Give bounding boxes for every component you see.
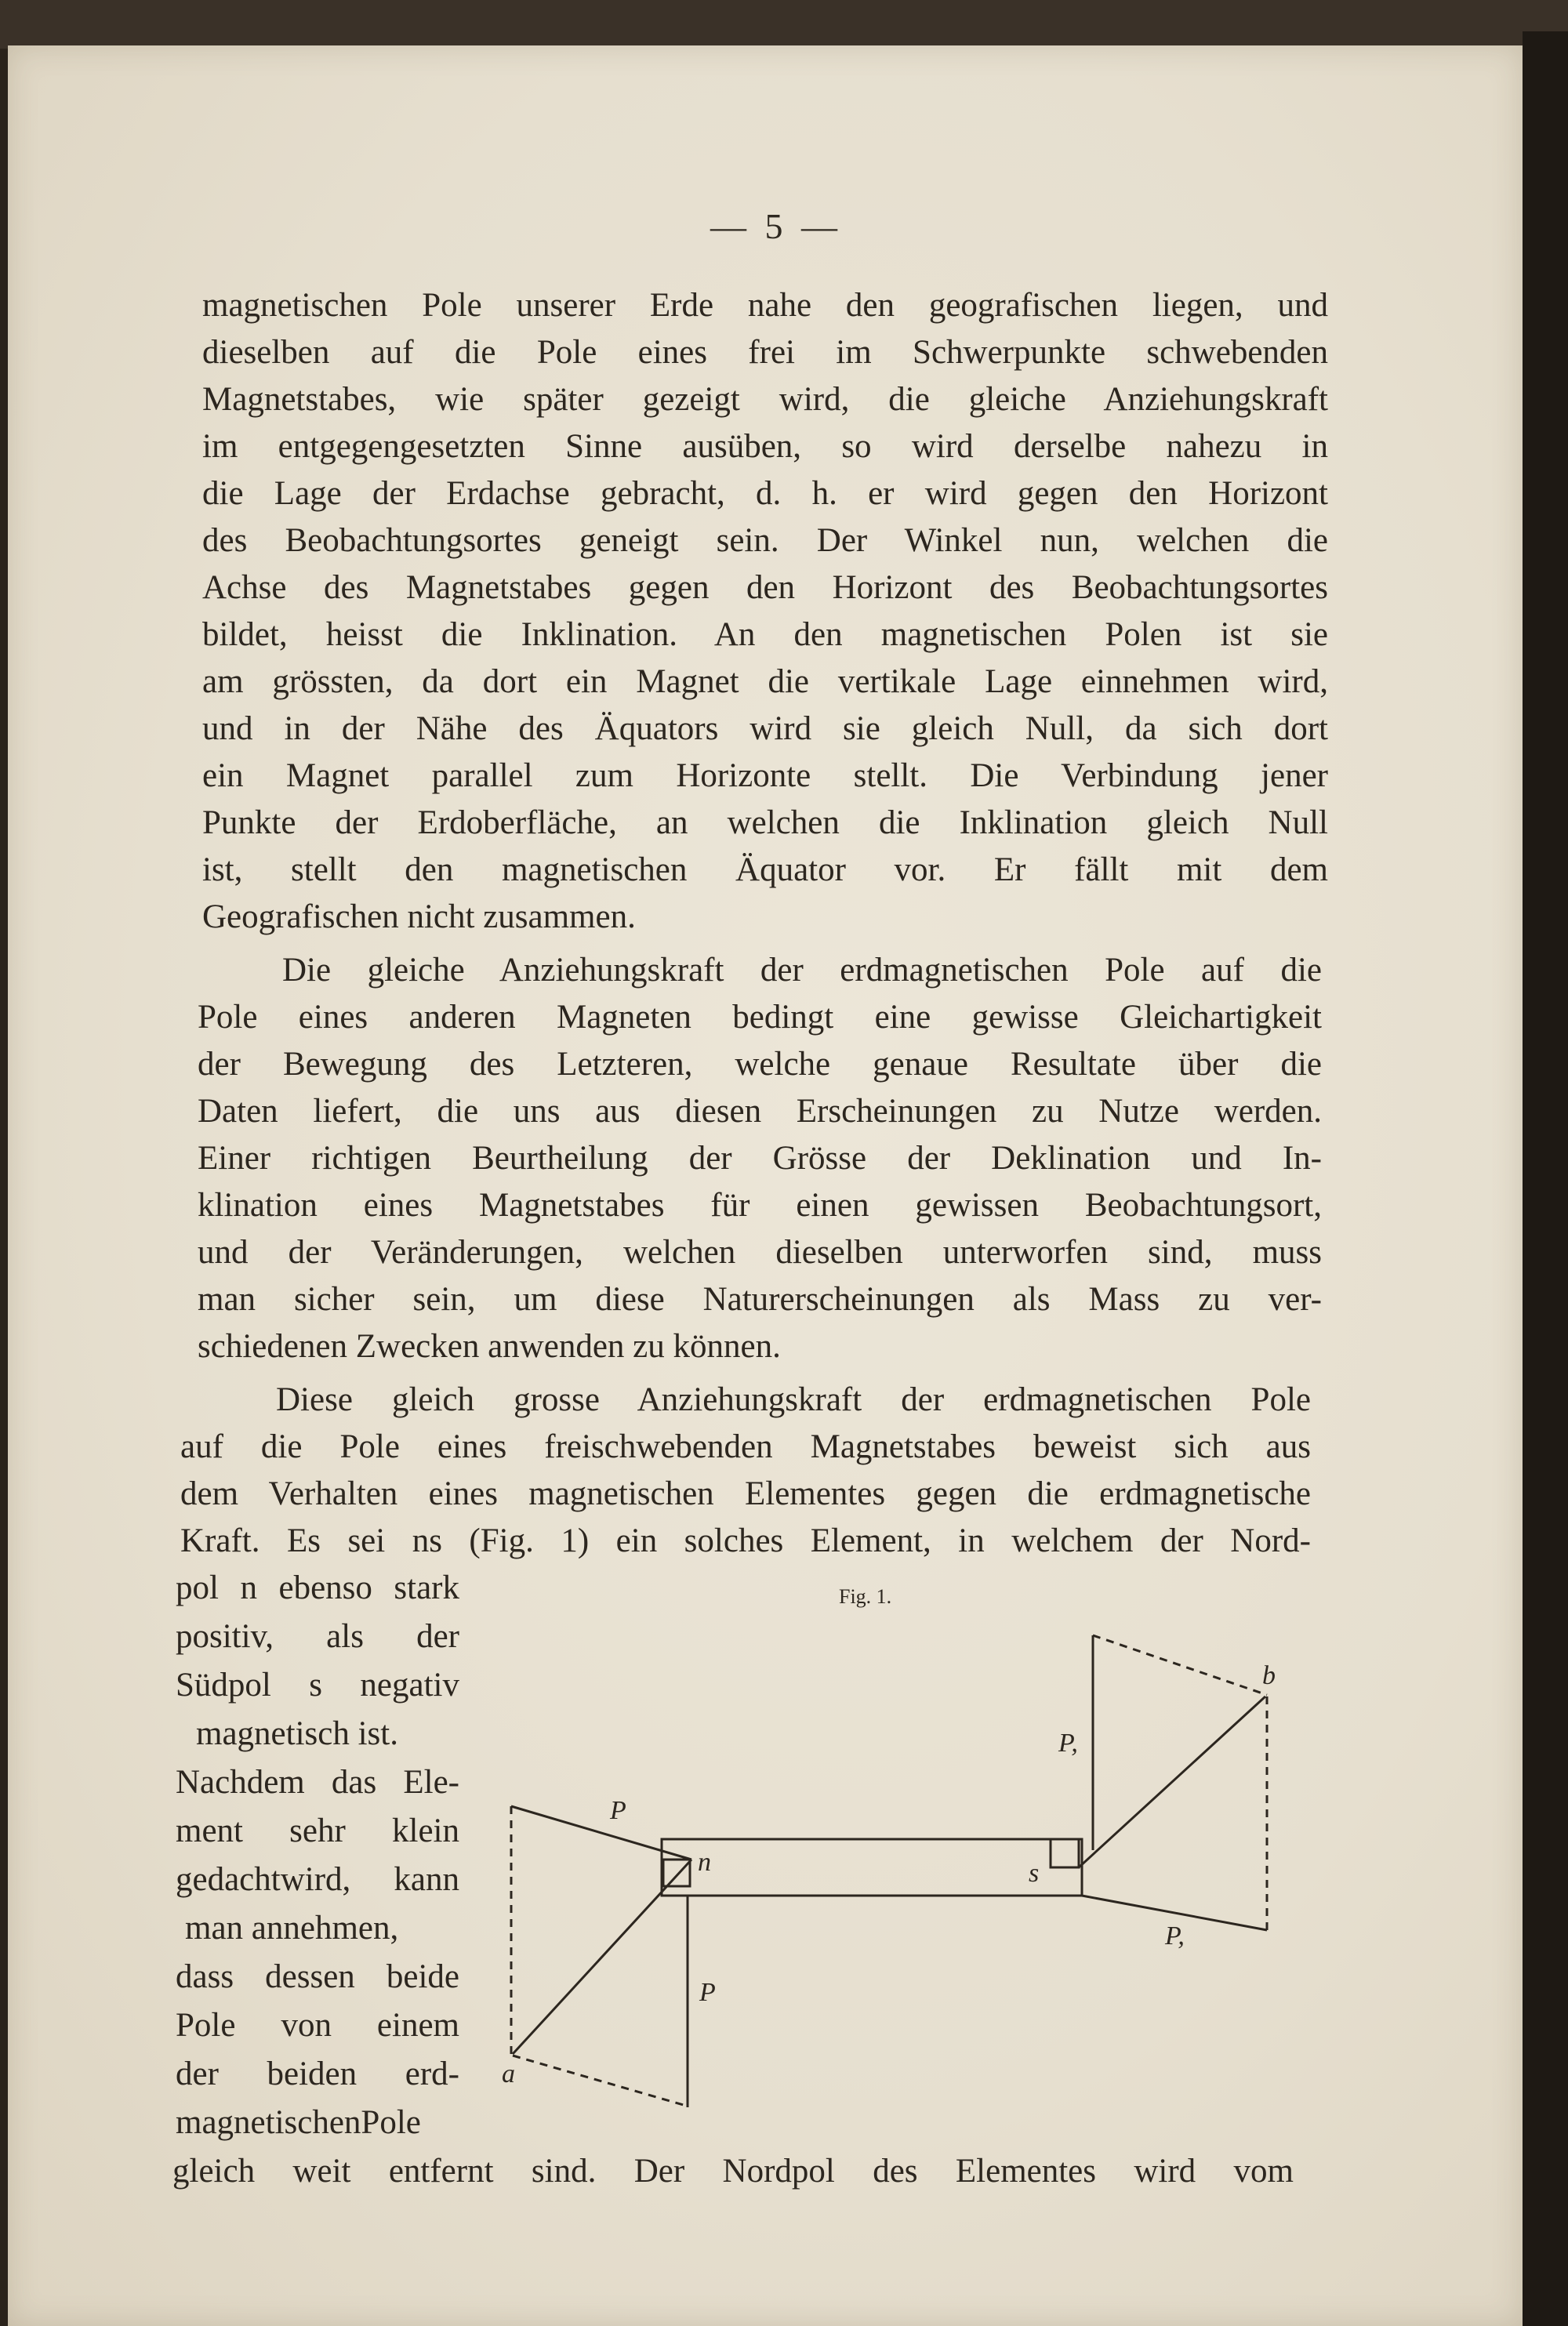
text-line: positiv, als der [176,1618,459,1655]
label-a: a [502,2059,515,2088]
label-p-lower: P [699,1978,716,2007]
text-line: klination eines Magnetstabes für einen gewissen Beobachtungsort, [198,1187,1322,1224]
book-right-edge [1523,31,1568,2326]
text-line: magnetisch ist. [196,1715,398,1752]
text-line: Nachdem das Ele- [176,1764,459,1801]
label-p1-upper: P, [1058,1729,1078,1758]
text-line: dieselben auf die Pole eines frei im Schwerpunkte schwebenden [202,334,1328,371]
text-line: Die gleiche Anziehungskraft der erdmagnetischen Pole auf die [282,952,1322,989]
dashed-line-top-b [1093,1635,1267,1695]
text-line: dass dessen beide [176,1958,459,1995]
text-line: ist, stellt den magnetischen Äquator vor. Er fällt mit dem [202,851,1328,888]
text-line: Kraft. Es sei ns (Fig. 1) ein solches Element, in welchem der Nord- [180,1522,1311,1559]
label-p1-lower: P, [1165,1921,1185,1950]
figure-caption: Fig. 1. [839,1585,892,1608]
text-line: Diese gleich grosse Anziehungskraft der erdmagnetischen Pole [276,1381,1311,1418]
label-p-upper: P [610,1796,626,1825]
text-line: magnetischen Pole unserer Erde nahe den geografischen liegen, und [202,287,1328,324]
text-line: Südpol s negativ [176,1667,459,1704]
text-line: und der Veränderungen, welchen dieselben unterworfen sind, muss [198,1234,1322,1271]
text-line: und in der Nähe des Äquators wird sie gleich Null, da sich dort [202,710,1328,747]
text-line: pol n ebenso stark [176,1569,459,1606]
text-line: des Beobachtungsortes geneigt sein. Der Winkel nun, welchen die [202,522,1328,559]
text-line: dem Verhalten eines magnetischen Elementes gegen die erdmagnetische [180,1475,1311,1512]
figure-1-diagram [486,1607,1294,2125]
force-line-p-upper [511,1806,691,1860]
text-line: man sicher sein, um diese Naturerscheinungen als Mass zu ver- [198,1281,1322,1318]
text-line: im entgegengesetzten Sinne ausüben, so wird derselbe nahezu in [202,428,1328,465]
label-s: s [1029,1859,1040,1888]
magnet-element [662,1839,1082,1896]
text-line: Daten liefert, die uns aus diesen Erscheinungen zu Nutze werden. [198,1093,1322,1130]
text-line-final: gleich weit entfernt sind. Der Nordpol des Elementes wird vom [172,2153,1294,2190]
page-number: — 5 — [710,206,842,246]
south-pole-marker [1051,1839,1079,1867]
text-line: Punkte der Erdoberfläche, an welchen die Inklination gleich Null [202,804,1328,841]
text-line: auf die Pole eines freischwebenden Magnetstabes beweist sich aus [180,1428,1311,1465]
text-line: schiedenen Zwecken anwenden zu können. [198,1328,781,1365]
text-line: gedachtwird, kann [176,1861,459,1898]
text-line: ein Magnet parallel zum Horizonte stellt. Die Verbindung jener [202,757,1328,794]
text-line: Einer richtigen Beurtheilung der Grösse der Deklination und In- [198,1140,1322,1177]
book-top-edge [0,0,1568,49]
text-line: Pole eines anderen Magneten bedingt eine gewisse Gleichartigkeit [198,999,1322,1036]
text-line: am grössten, da dort ein Magnet die vertikale Lage einnehmen wird, [202,663,1328,700]
dashed-line-a-bottom [513,2056,686,2106]
resultant-line-a [513,1860,691,2054]
text-line: Magnetstabes, wie später gezeigt wird, die gleiche Anziehungskraft [202,381,1328,418]
text-line: der Bewegung des Letzteren, welche genaue Resultate über die [198,1046,1322,1083]
resultant-line-b [1079,1696,1265,1867]
label-n: n [698,1848,711,1877]
text-line: bildet, heisst die Inklination. An den magnetischen Polen ist sie [202,616,1328,653]
text-line: magnetischenPole [176,2104,421,2141]
text-line: Geografischen nicht zusammen. [202,898,636,935]
label-b: b [1262,1661,1276,1690]
text-line: der beiden erd- [176,2056,459,2092]
text-line: ment sehr klein [176,1813,459,1849]
north-pole-marker [663,1860,690,1886]
text-line: Pole von einem [176,2007,459,2044]
text-line: Achse des Magnetstabes gegen den Horizont des Beobachtungsortes [202,569,1328,606]
text-line: die Lage der Erdachse gebracht, d. h. er wird gegen den Horizont [202,475,1328,512]
text-line: man annehmen, [185,1910,399,1947]
